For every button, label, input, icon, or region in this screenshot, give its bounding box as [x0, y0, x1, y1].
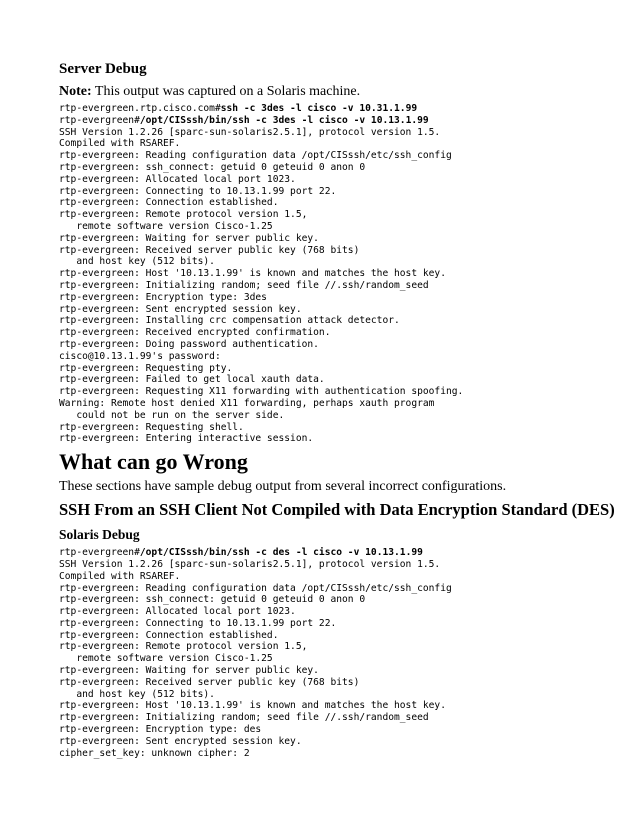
what-can-go-wrong-intro: These sections have sample debug output from several incorrect configurations. — [59, 479, 507, 495]
console-line: SSH Version 1.2.26 [sparc-sun-solaris2.5.1], protocol version 1.5. — [59, 126, 441, 138]
console-prompt: rtp-evergreen# — [59, 114, 140, 126]
console-line — [59, 115, 619, 127]
console-line: rtp-evergreen: Initializing random; seed file //.ssh/random_seed — [59, 712, 429, 724]
console-line: rtp-evergreen: Connecting to 10.13.1.99 port 22. — [59, 617, 337, 629]
console-line: rtp-evergreen: Received encrypted confirmation. — [59, 327, 331, 339]
console-line: Compiled with RSAREF. — [59, 570, 181, 582]
console-line: rtp-evergreen: Waiting for server public key. — [59, 665, 319, 677]
console-line: rtp-evergreen: Encryption type: des — [59, 724, 262, 736]
console-line: rtp-evergreen: Installing crc compensation attack detector. — [59, 315, 400, 327]
des-section-heading: SSH From an SSH Client Not Compiled with Data Encryption Standard (DES) — [59, 500, 615, 520]
console-line: rtp-evergreen: Connection established. — [59, 629, 279, 641]
server-debug-output — [59, 103, 619, 445]
console-line: rtp-evergreen: Connecting to 10.13.1.99 port 22. — [59, 185, 337, 197]
console-line: Warning: Remote host denied X11 forwarding, perhaps xauth program — [59, 397, 435, 409]
console-line: rtp-evergreen: Host '10.13.1.99' is known and matches the host key. — [59, 268, 446, 280]
console-line — [59, 547, 619, 559]
console-line: rtp-evergreen: Sent encrypted session key. — [59, 303, 302, 315]
console-line: rtp-evergreen: Reading configuration data /opt/CISssh/etc/ssh_config — [59, 582, 452, 594]
console-line: rtp-evergreen: Initializing random; seed file //.ssh/random_seed — [59, 279, 429, 291]
console-line: cipher_set_key: unknown cipher: 2 — [59, 747, 250, 759]
console-line: rtp-evergreen: ssh_connect: getuid 0 geteuid 0 anon 0 — [59, 161, 366, 173]
console-line: rtp-evergreen: Requesting pty. — [59, 362, 233, 374]
console-line: rtp-evergreen: Requesting shell. — [59, 421, 244, 433]
console-line: rtp-evergreen: Allocated local port 1023. — [59, 173, 296, 185]
console-line: rtp-evergreen: Allocated local port 1023. — [59, 606, 296, 618]
what-can-go-wrong-heading: What can go Wrong — [59, 449, 248, 475]
console-line: rtp-evergreen: Encryption type: 3des — [59, 291, 267, 303]
console-line — [59, 103, 619, 115]
console-prompt: rtp-evergreen# — [59, 547, 140, 559]
console-line: remote software version Cisco-1.25 — [59, 220, 273, 232]
note-label: Note: — [59, 84, 92, 99]
document-page — [59, 58, 619, 759]
console-line: rtp-evergreen: Remote protocol version 1.5, — [59, 641, 308, 653]
note-text: This output was captured on a Solaris machine. — [91, 84, 361, 99]
console-command: /opt/CISssh/bin/ssh -c 3des -l cisco -v 10.13.1.99 — [139, 114, 429, 126]
console-line: and host key (512 bits). — [59, 688, 215, 700]
console-line: rtp-evergreen: ssh_connect: getuid 0 geteuid 0 anon 0 — [59, 594, 366, 606]
solaris-note — [59, 83, 619, 100]
console-command: ssh -c 3des -l cisco -v 10.31.1.99 — [220, 103, 418, 114]
des-debug-output — [59, 547, 619, 759]
console-line: rtp-evergreen: Connection established. — [59, 197, 279, 209]
console-line: cisco@10.13.1.99's password: — [59, 350, 221, 362]
console-line: remote software version Cisco-1.25 — [59, 653, 273, 665]
console-line: Compiled with RSAREF. — [59, 138, 181, 150]
console-line: SSH Version 1.2.26 [sparc-sun-solaris2.5.1], protocol version 1.5. — [59, 558, 441, 570]
console-line: rtp-evergreen: Host '10.13.1.99' is known and matches the host key. — [59, 700, 446, 712]
solaris-debug-heading: Solaris Debug — [59, 527, 140, 543]
console-prompt: rtp-evergreen.rtp.cisco.com# — [59, 103, 221, 114]
console-line: rtp-evergreen: Waiting for server public key. — [59, 232, 319, 244]
console-line: rtp-evergreen: Doing password authentication. — [59, 338, 319, 350]
console-line: and host key (512 bits). — [59, 256, 215, 268]
console-command: /opt/CISssh/bin/ssh -c des -l cisco -v 10.13.1.99 — [139, 547, 423, 559]
console-line: rtp-evergreen: Requesting X11 forwarding with authentication spoofing. — [59, 386, 464, 398]
console-line: rtp-evergreen: Sent encrypted session key. — [59, 735, 302, 747]
server-debug-heading: Server Debug — [59, 61, 147, 77]
console-line: rtp-evergreen: Entering interactive session. — [59, 433, 314, 445]
console-line: rtp-evergreen: Received server public key (768 bits) — [59, 676, 360, 688]
console-line: rtp-evergreen: Remote protocol version 1.5, — [59, 209, 308, 221]
console-line: rtp-evergreen: Received server public key (768 bits) — [59, 244, 360, 256]
console-line: could not be run on the server side. — [59, 409, 285, 421]
console-line: rtp-evergreen: Reading configuration data /opt/CISssh/etc/ssh_config — [59, 150, 452, 162]
console-line: rtp-evergreen: Failed to get local xauth data. — [59, 374, 325, 386]
